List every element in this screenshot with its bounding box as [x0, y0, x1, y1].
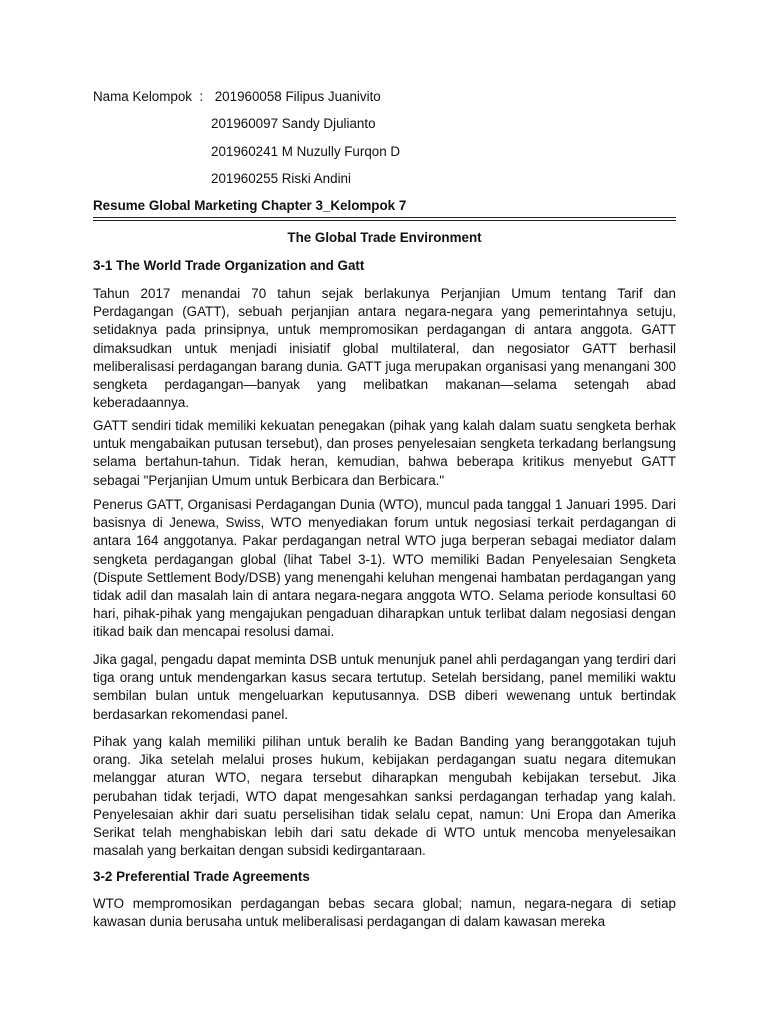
group-label: Nama Kelompok — [93, 89, 192, 104]
section-heading: 3-2 Preferential Trade Agreements — [93, 869, 310, 884]
member-name: 201960255 Riski Andini — [211, 170, 351, 186]
divider-line — [93, 220, 676, 221]
divider-line — [93, 217, 676, 218]
label-separator: : — [199, 89, 204, 104]
document-title: The Global Trade Environment — [287, 230, 482, 245]
member-row — [93, 114, 683, 141]
member-name: 201960097 Sandy Djulianto — [211, 116, 376, 132]
group-members-header — [93, 87, 683, 196]
member-name: 201960241 M Nuzully Furqon D — [211, 143, 401, 159]
paragraph: Penerus GATT, Organisasi Perdagangan Dunia (WTO), muncul pada tanggal 1 Januari 1995. Dari basisnya di Jenewa, Swiss, WTO menyediakan forum untuk negosiasi terkait perdagangan di antara 164 anggotanya. Pakar perdagangan netral WTO juga berperan sebagai mediator dalam sengketa perdagangan global (lihat Tabel 3-1). WTO memiliki Badan Penyelesaian Sengketa (Dispute Settlement Body/DSB) yang menengahi keluhan mengenai hambatan perdagangan yang tidak adil dan masalah lain di antara negara-negara anggota WTO. Selama periode konsultasi 60 hari, pihak-pihak yang mengajukan pengaduan diharapkan untuk terlibat dalam negosiasi dengan itikad baik dan mencapai resolusi damai. — [93, 497, 676, 640]
member-row — [93, 87, 683, 114]
paragraph: GATT sendiri tidak memiliki kekuatan penegakan (pihak yang kalah dalam suatu sengketa berhak untuk mengabaikan putusan tersebut), dan proses penyelesaian sengketa terkadang berlangsung selama bertahun-tahun. Tidak heran, kemudian, bahwa beberapa kritikus menyebut GATT sebagai "Perjanjian Umum untuk Berbicara dan Berbicara." — [93, 418, 676, 488]
resume-title: Resume Global Marketing Chapter 3_Kelompok 7 — [93, 198, 407, 213]
section-heading: 3-1 The World Trade Organization and Gatt — [93, 258, 365, 273]
member-row — [93, 142, 683, 169]
paragraph: WTO mempromosikan perdagangan bebas secara global; namun, negara-negara di setiap kawasan dunia berusaha untuk meliberalisasi perdagangan di dalam kawasan mereka — [93, 896, 676, 930]
member-row — [93, 169, 683, 196]
paragraph: Tahun 2017 menandai 70 tahun sejak berlakunya Perjanjian Umum tentang Tarif dan Perdagangan (GATT), sebuah perjanjian antara negara-negara yang pemerintahnya setuju, setidaknya pada prinsipnya, untuk mempromosikan perdagangan di antara anggota. GATT dimaksudkan untuk menjadi inisiatif global multilateral, dan negosiator GATT berhasil meliberalisasi perdagangan barang dunia. GATT juga merupakan organisasi yang menangani 300 sengketa perdagangan—banyak yang melibatkan makanan—selama setengah abad keberadaannya. — [93, 286, 676, 411]
member-name: 201960058 Filipus Juanivito — [214, 89, 381, 104]
paragraph: Pihak yang kalah memiliki pilihan untuk beralih ke Badan Banding yang beranggotakan tujuh orang. Jika setelah melalui proses hukum, kebijakan perdagangan suatu negara ditemukan melanggar aturan WTO, negara tersebut diharapkan mengubah kebijakan tersebut. Jika perubahan tidak terjadi, WTO dapat mengesahkan sanksi perdagangan terhadap yang kalah. Penyelesaian akhir dari suatu perselisihan tidak selalu cepat, namun: Uni Eropa dan Amerika Serikat telah menghabiskan lebih dari satu dekade di WTO untuk mencoba menyelesaikan masalah yang berkaitan dengan subsidi kedirgantaraan. — [93, 734, 676, 859]
paragraph: Jika gagal, pengadu dapat meminta DSB untuk menunjuk panel ahli perdagangan yang terdiri dari tiga orang untuk mendengarkan kasus secara tertutup. Setelah bersidang, panel memiliki waktu sembilan bulan untuk mengeluarkan keputusannya. DSB diberi wewenang untuk bertindak berdasarkan rekomendasi panel. — [93, 652, 676, 722]
